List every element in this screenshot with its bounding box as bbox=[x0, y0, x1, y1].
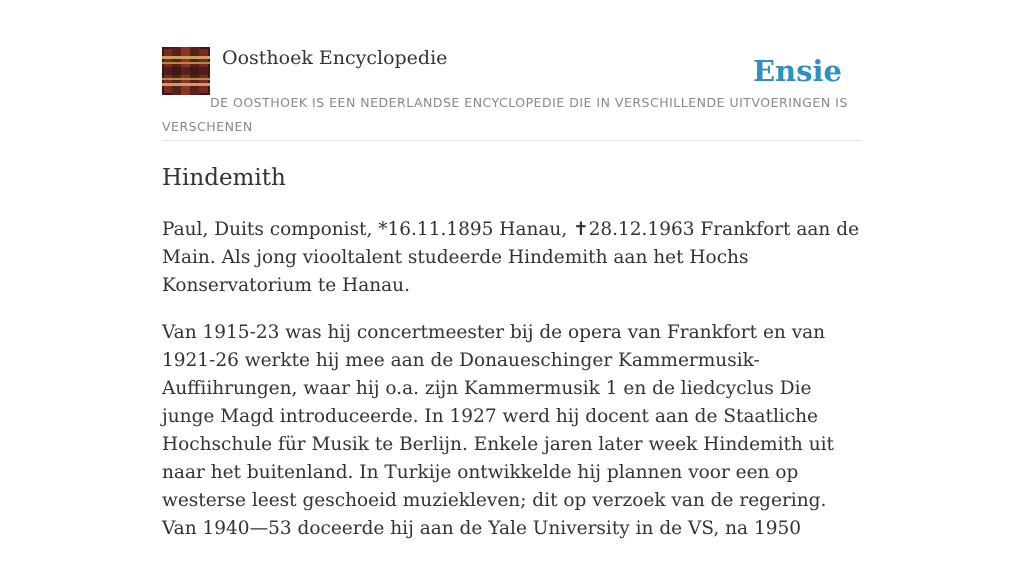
site-header bbox=[162, 46, 862, 141]
site-name-link[interactable]: Oosthoek Encyclopedie bbox=[222, 47, 448, 69]
ensie-logo[interactable]: Ensie bbox=[753, 54, 842, 88]
site-tagline: DE OOSTHOEK IS EEN NEDERLANDSE ENCYCLOPEDIE DIE IN VERSCHILLENDE UITVOERINGEN IS VERSCHENEN bbox=[162, 95, 848, 134]
book-spines-image bbox=[162, 47, 210, 95]
article-body bbox=[162, 216, 864, 562]
article-paragraph: Paul, Duits componist, *16.11.1895 Hanau, ✝28.12.1963 Frankfort aan de Main. Als jong viooltalent studeerde Hindemith aan het Hochs Konservatorium te Hanau. bbox=[162, 219, 860, 296]
book-spines-icon[interactable] bbox=[162, 47, 210, 95]
article-title: Hindemith bbox=[162, 165, 286, 191]
article-paragraph: Van 1915-23 was hij concertmeester bij de opera van Frankfort en van 1921-26 werkte hij mee aan de Donaueschinger Kammermusik-Auffiihrungen, waar hij o.a. zijn Kammermusik 1 en de liedcyclus Die junge Magd introduceerde. In 1927 werd hij docent aan de Staatliche Hochschule für Musik te Berlijn. Enkele jaren later week Hindemith uit naar het buitenland. In Turkije ontwikkelde hij plannen voor een op westerse leest geschoeid muziekleven; dit op verzoek van de regering. Van 1940—53 doceerde hij aan de Yale University in de VS, na 1950 bbox=[162, 322, 834, 539]
